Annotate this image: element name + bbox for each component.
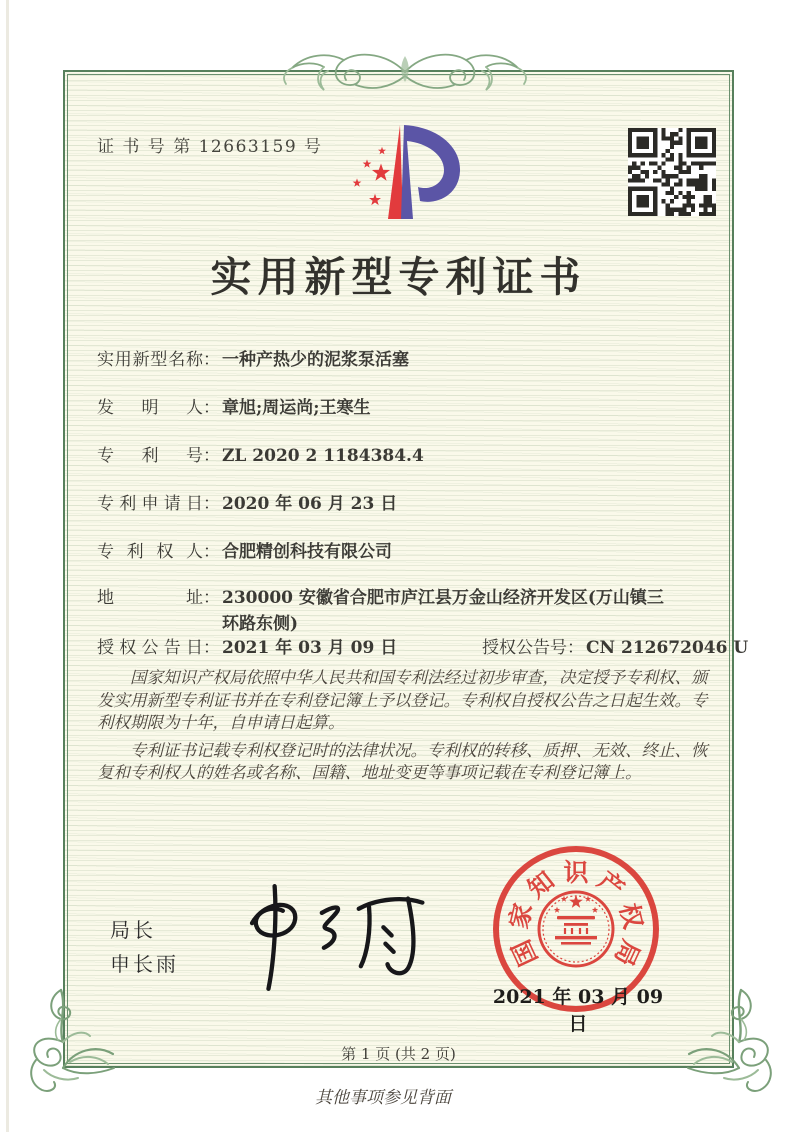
field-value: 2021 年 03 月 09 日 — [222, 638, 398, 658]
bottom-right-floral-ornament-icon — [684, 986, 788, 1098]
field-row-patentee — [97, 539, 392, 565]
field-row-inventors — [97, 395, 371, 421]
field-row-grant — [97, 635, 749, 661]
back-note: 其他事项参见背面 — [315, 1088, 451, 1108]
field-value: CN 212672046 U — [586, 638, 749, 658]
svg-text:权: 权 — [613, 900, 648, 932]
field-colon: ： — [203, 446, 220, 466]
field-label: 发明人 — [97, 398, 203, 418]
director-handwritten-signature-icon — [220, 878, 438, 996]
field-row-invention-name — [97, 347, 409, 373]
seal-emblem-gate — [555, 916, 597, 945]
bottom-left-floral-ornament-icon — [14, 986, 118, 1098]
svg-text:知: 知 — [522, 865, 560, 904]
logo-red-wedge — [388, 125, 403, 219]
field-label: 专利权人 — [97, 542, 203, 562]
grant-number-group — [482, 635, 749, 661]
field-label: 授权公告日 — [97, 638, 203, 658]
field-colon: ： — [203, 638, 220, 658]
field-colon: ： — [203, 494, 220, 514]
field-label: 实用新型名称 — [97, 350, 203, 370]
scan-edge-artifact — [6, 0, 9, 1132]
seal-arc-text — [504, 858, 648, 970]
field-colon: ： — [203, 398, 220, 418]
grant-date-group — [97, 638, 397, 658]
page-number: 第 1 页 (共 2 页) — [341, 1045, 456, 1063]
field-row-patent-number — [97, 443, 424, 469]
cnipa-patent-logo-icon — [343, 120, 469, 224]
field-value: 一种产热少的泥浆泵活塞 — [222, 350, 409, 370]
svg-text:局: 局 — [608, 935, 646, 971]
svg-text:国: 国 — [506, 935, 544, 971]
top-center-floral-ornament-icon — [280, 44, 530, 96]
director-name: 申长雨 — [110, 952, 179, 976]
logo-stars — [353, 147, 390, 205]
field-value: 230000 安徽省合肥市庐江县万金山经济开发区(万山镇三环路东侧) — [222, 588, 664, 634]
field-value: ZL 2020 2 1184384.4 — [222, 446, 424, 466]
seal-date: 2021 年 03 月 09 日 — [492, 986, 664, 1035]
field-row-address — [97, 585, 664, 637]
field-colon: ： — [567, 638, 584, 658]
certificate-title: 实用新型专利证书 — [210, 253, 587, 301]
legal-paragraph-1: 国家知识产权局依照中华人民共和国专利法经过初步审查，决定授予专利权、颁发实用新型专利证书并在专利登记簿上予以登记。专利权自授权公告之日起生效。专利权期限为十年，自申请日起算。 — [97, 668, 708, 732]
field-row-filing-date — [97, 491, 397, 517]
field-value: 2020 年 06 月 23 日 — [222, 494, 398, 514]
field-label: 授权公告号 — [482, 638, 567, 658]
field-colon: ： — [203, 588, 220, 608]
certificate-design-area — [63, 70, 749, 1068]
legal-paragraph-2: 专利证书记载专利权登记时的法律状况。专利权的转移、质押、无效、终止、恢复和专利权人的姓名或名称、国籍、地址变更等事项记载在专利登记簿上。 — [97, 740, 708, 782]
certificate-number: 证 书 号 第 12663159 号 — [97, 137, 323, 157]
field-value: 章旭;周运尚;王寒生 — [222, 398, 371, 418]
seal-emblem-stars — [554, 895, 598, 913]
svg-text:识: 识 — [563, 858, 589, 887]
qr-code — [628, 128, 716, 216]
field-label: 专利申请日 — [97, 494, 203, 514]
svg-text:产: 产 — [592, 865, 630, 904]
field-label: 地址 — [97, 588, 203, 608]
field-value: 合肥精创科技有限公司 — [222, 542, 392, 562]
logo-blue-p — [401, 125, 460, 219]
director-title: 局长 — [110, 918, 156, 942]
field-label: 专利号 — [97, 446, 203, 466]
field-colon: ： — [203, 350, 220, 370]
legal-text-block — [97, 667, 719, 785]
field-colon: ： — [203, 542, 220, 562]
svg-text:家: 家 — [504, 900, 539, 932]
